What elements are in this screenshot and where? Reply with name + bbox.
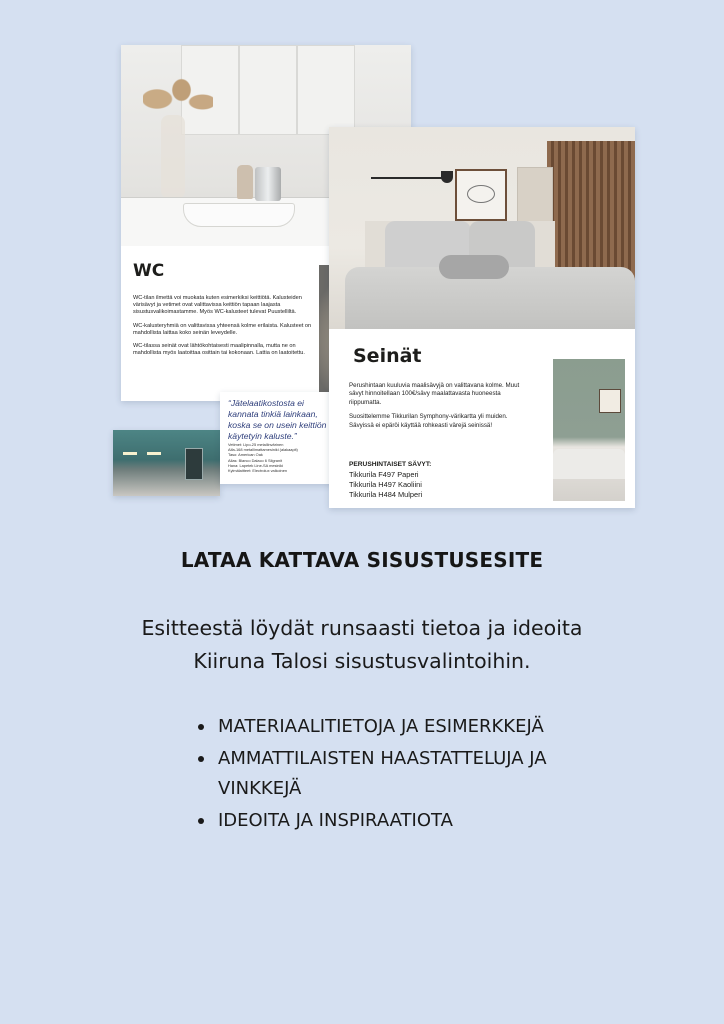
basic-shades-list (349, 470, 422, 499)
feature-item (196, 712, 556, 742)
spec-line: Allas: Blanco Dalaco 6 Silgranit (228, 457, 283, 463)
quote-text: “Jätelaatikostosta ei kannata tinkiä lainkaan, koska se on usein keittiön käytetyin kaluste.” (228, 398, 327, 441)
wc-paragraph: WC-tilan ilmettä voi muokata kuten esimerkiksi keittiötä. Kalusteiden värisävyt ja vetimet ovat valittavissa keittiön tapaan laajasta sisustusvalikoimastamme. Myös WC-kalusteet tulevat Puustelliltä. (133, 295, 302, 316)
feature-text: AMMATTILAISTEN HAASTATTELUJA JA VINKKEJÄ (218, 748, 547, 799)
bullet-icon (198, 724, 204, 730)
bullet-icon (198, 756, 204, 762)
bed (553, 449, 625, 479)
green-bedroom-photo (553, 359, 625, 501)
feature-list (196, 712, 556, 838)
framed-art (455, 169, 507, 221)
vase (161, 115, 185, 199)
spec-list (228, 442, 336, 473)
cabinet-light (147, 452, 161, 455)
oven (185, 448, 203, 480)
seinat-paragraphs (349, 382, 527, 430)
download-heading: LATAA KATTAVA SISUSTUSESITE (180, 548, 544, 572)
basic-shades-label: PERUSHINTAISET SÄVYT: (349, 461, 432, 468)
framed-art (599, 389, 621, 413)
mirror-cabinet-door (297, 45, 355, 135)
shade-item: Tikkurila H484 Mulperi (349, 489, 423, 499)
faucet (255, 167, 281, 201)
shade-item: Tikkurila H497 Kaoliini (349, 479, 422, 489)
spec-line: Taso: American Oak (228, 452, 263, 458)
wc-paragraph: WC-tilassa seinät ovat lähtökohtaisesti maalipinnalla, mutta ne on mahdollista myös laatoittaa osittain tai kokonaan. Lattia on laatoitettu. (133, 343, 305, 357)
intro-line: Esitteestä löydät runsaasti tietoa ja ideoita (141, 616, 583, 640)
feature-text: MATERIAALITIETOJA JA ESIMERKKEJÄ (218, 716, 544, 737)
seinat-brochure-page (329, 127, 635, 508)
wall-lamp-shade (441, 171, 453, 183)
seinat-title: Seinät (353, 345, 422, 367)
wall-lamp-arm (371, 177, 451, 179)
bedroom-photo (329, 127, 635, 329)
spec-line: Hana: Lapetek Line-SA mesiniki (228, 462, 284, 468)
shade-item: Tikkurila F497 Paperi (349, 470, 419, 479)
intro-text (0, 612, 724, 678)
feature-item (196, 744, 556, 804)
kitchen-quote-card (220, 392, 340, 484)
wc-paragraph: WC-kalusteryhmiä on valittavissa yhteensä kolme erilaista. Kalusteet on mahdollista laittaa koko seinän leveydelle. (133, 322, 312, 336)
feature-text: IDEOITA JA INSPIRAATIOTA (218, 810, 453, 831)
bolster-pillow (439, 255, 509, 279)
soap-bottle (237, 165, 253, 199)
seinat-paragraph: Perushintaan kuuluvia maalisävyjä on valittavana kolme. Muut sävyt hinnoitellaan 100€/sävy maalattavasta huoneesta riippumatta. (349, 382, 520, 406)
mirror-cabinet-door (239, 45, 297, 135)
wc-text-block (133, 261, 313, 363)
seinat-paragraph: Suosittelemme Tikkurilan Symphony-värikartta yli muiden. Sävyissä ei epäröi käyttää rohkeasti värejä seinissä! (349, 413, 508, 429)
intro-line: Kiiruna Talosi sisustusvalintoihin. (193, 649, 531, 673)
cabinet-light (123, 452, 137, 455)
spec-line: Vetimet: Lipo-25 metallinvärinen (228, 442, 284, 447)
spec-line: Kylmälaitteet: Electrolux valkoinen (228, 468, 288, 474)
wc-title: WC (133, 261, 165, 281)
feature-item (196, 806, 556, 836)
spec-line: Alfa-168 metallimattamesiniki (alakaapit) (228, 447, 298, 453)
kitchen-photo (113, 430, 220, 496)
sink (183, 203, 295, 227)
bullet-icon (198, 818, 204, 824)
